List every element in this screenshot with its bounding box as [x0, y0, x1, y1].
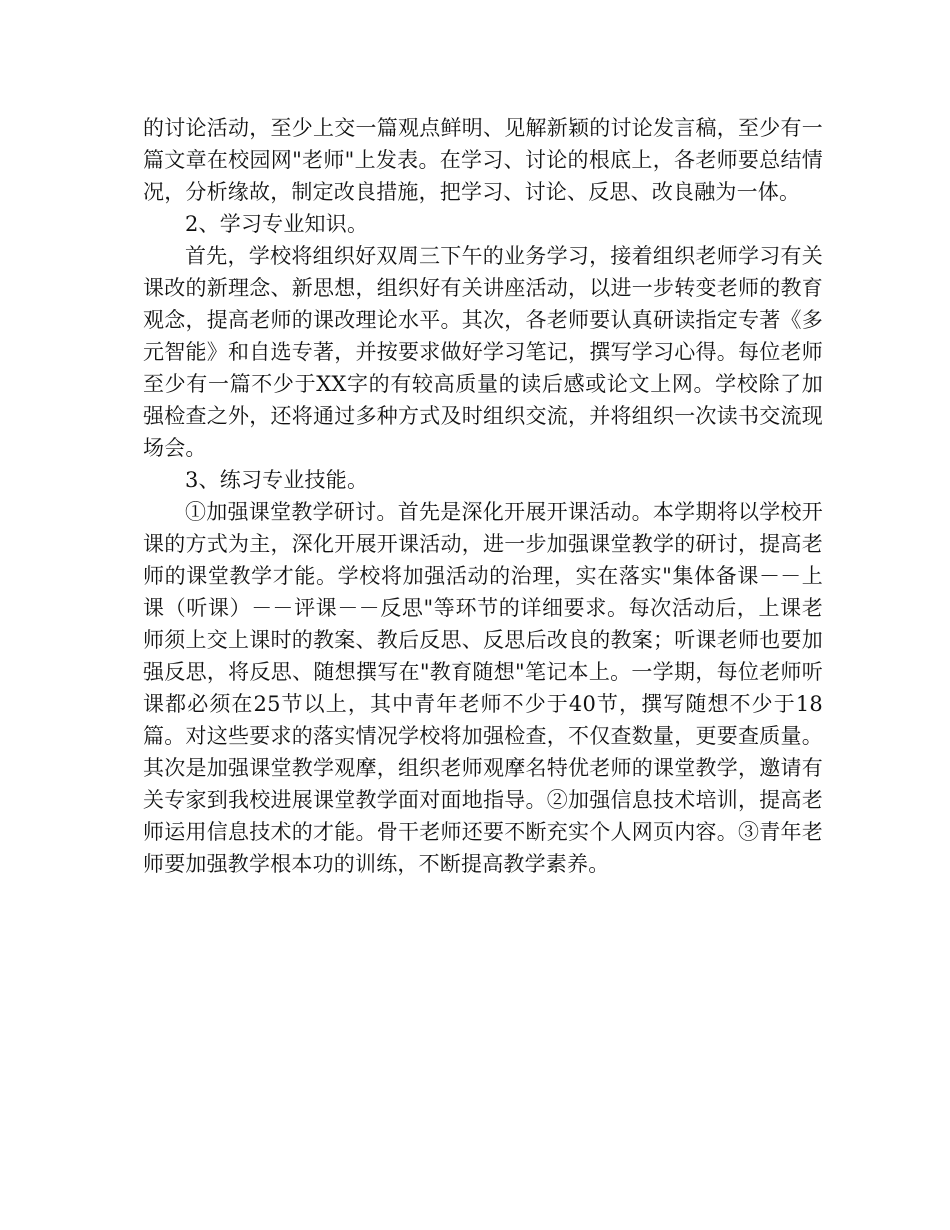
paragraph-discussion-continued: 的讨论活动，至少上交一篇观点鲜明、见解新颖的讨论发言稿，至少有一篇文章在校园网"老师"上发表。在学习、讨论的根底上，各老师要总结情况，分析缘故，制定改良措施，把学习、讨论、反思、改良融为一体。 [143, 116, 823, 204]
paragraph-skills-plan: ①加强课堂教学研讨。首先是深化开展开课活动。本学期将以学校开课的方式为主，深化开展开课活动，进一步加强课堂教学的研讨，提高老师的课堂教学才能。学校将加强活动的治理，实在落实"集体备课－－上课（听课）－－评课－－反思"等环节的详细要求。每次活动后，上课老师须上交上课时的教案、教后反思、反思后改良的教案；听课老师也要加强反思，将反思、随想撰写在"教育随想"笔记本上。一学期，每位老师听课都必须在25节以上，其中青年老师不少于40节，撰写随想不少于18篇。对这些要求的落实情况学校将加强检查，不仅查数量，更要查质量。其次是加强课堂教学观摩，组织老师观摩名特优老师的课堂教学，邀请有关专家到我校进展课堂教学面对面地指导。②加强信息技术培训，提高老师运用信息技术的才能。骨干老师还要不断充实个人网页内容。③青年老师要加强教学根本功的训练，不断提高教学素养。 [143, 500, 823, 876]
heading-study-professional-knowledge: 2、学习专业知识。 [185, 212, 369, 236]
heading-practice-professional-skills: 3、练习专业技能。 [185, 468, 369, 492]
paragraph-study-plan: 首先，学校将组织好双周三下午的业务学习，接着组织老师学习有关课改的新理念、新思想，组织好有关讲座活动，以进一步转变老师的教育观念，提高老师的课改理论水平。其次，各老师要认真研读指定专著《多元智能》和自选专著，并按要求做好学习笔记，撰写学习心得。每位老师至少有一篇不少于XX字的有较高质量的读后感或论文上网。学校除了加强检查之外，还将通过多种方式及时组织交流，并将组织一次读书交流现场会。 [143, 244, 823, 460]
document-body [143, 112, 823, 880]
